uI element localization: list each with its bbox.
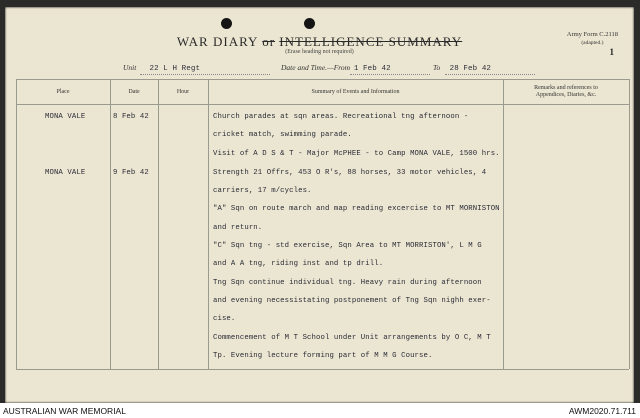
- form-adapted: (adapted.): [581, 40, 604, 46]
- divider-summary-remarks: [503, 79, 504, 369]
- divider-hour-summary: [208, 79, 209, 369]
- form-number-text: Army Form C.2118: [566, 31, 618, 38]
- summary-line: and evening necessistating postponement of Tng Sqn nighh exer-: [213, 297, 491, 305]
- table-top-rule: [16, 79, 629, 80]
- table-header-rule: [16, 104, 629, 105]
- date-to-field: [433, 63, 491, 73]
- archive-caption-bar: [0, 403, 640, 418]
- divider-place-date: [110, 79, 111, 369]
- column-header-summary: Summary of Events and Information: [311, 89, 400, 95]
- punch-hole-left: [221, 18, 232, 29]
- column-header-place: Place: [56, 89, 70, 95]
- unit-dotted-line: [140, 74, 270, 75]
- diary-sheet: [5, 7, 634, 403]
- summary-line: Church parades at sqn areas. Recreational tng afternoon -: [213, 113, 469, 121]
- unit-field: [123, 63, 200, 73]
- summary-line: cricket match, swimming parade.: [213, 131, 352, 139]
- table-right-border: [629, 79, 630, 369]
- table-bottom-rule: [16, 369, 629, 370]
- column-header-remarks: [503, 85, 629, 99]
- form-number: [567, 31, 618, 47]
- date-range-field: [281, 63, 391, 73]
- erase-note: (Erase heading not required): [285, 49, 354, 55]
- summary-line: cise.: [213, 315, 236, 323]
- title-or: or: [262, 34, 276, 49]
- date-to-label: To: [433, 63, 441, 72]
- from-dotted-line: [350, 74, 430, 75]
- divider-date-hour: [158, 79, 159, 369]
- summary-line: Commencement of M T School under Unit arrangements by O C, M T: [213, 334, 491, 342]
- pencil-mark: 1: [609, 47, 614, 57]
- unit-value: 22 L H Regt: [149, 65, 201, 73]
- summary-line: "A" Sqn on route march and map reading excercise to MT MORNISTON: [213, 205, 500, 213]
- summary-line: carriers, 17 m/cycles.: [213, 187, 312, 195]
- punch-hole-right: [304, 18, 315, 29]
- date-to-value: 28 Feb 42: [449, 65, 492, 73]
- summary-line: "C" Sqn tng - std exercise, Sqn Area to MT MORRISTON', L M G: [213, 242, 482, 250]
- summary-line: and A A tng, riding inst and tp drill.: [213, 260, 384, 268]
- to-dotted-line: [445, 74, 535, 75]
- unit-label: Unit: [123, 63, 137, 72]
- archive-name: AUSTRALIAN WAR MEMORIAL: [3, 406, 126, 416]
- summary-line: Visit of A D S & T - Major McPHEE - to Camp MONA VALE, 1500 hrs.: [213, 150, 500, 158]
- remarks-header-line-2: Appendices, Diaries, &c.: [535, 92, 597, 98]
- remarks-header-line-1: Remarks and references to: [534, 85, 598, 91]
- entry-date: 8 Feb 42: [113, 113, 149, 121]
- column-header-hour: Hour: [176, 89, 190, 95]
- entry-place: MONA VALE: [45, 169, 86, 177]
- summary-line: Tng Sqn continue individual tng. Heavy rain during afternoon: [213, 279, 482, 287]
- summary-line: Tp. Evening lecture forming part of M M G Course.: [213, 352, 433, 360]
- title-intelligence-summary: INTELLIGENCE SUMMARY: [279, 34, 463, 49]
- entry-date: 9 Feb 42: [113, 169, 149, 177]
- summary-line: Strength 21 Offrs, 453 O R's, 88 horses, 33 motor vehicles, 4: [213, 169, 487, 177]
- date-label: Date and Time.—From: [281, 63, 351, 72]
- archive-reference: AWM2020.71.711: [568, 406, 636, 416]
- date-from-value: 1 Feb 42: [353, 65, 391, 73]
- diary-title: [5, 34, 634, 50]
- column-header-date: Date: [128, 89, 140, 95]
- table-left-border: [16, 79, 17, 369]
- entry-place: MONA VALE: [45, 113, 86, 121]
- title-war-diary: WAR DIARY: [176, 34, 258, 49]
- summary-line: and return.: [213, 224, 263, 232]
